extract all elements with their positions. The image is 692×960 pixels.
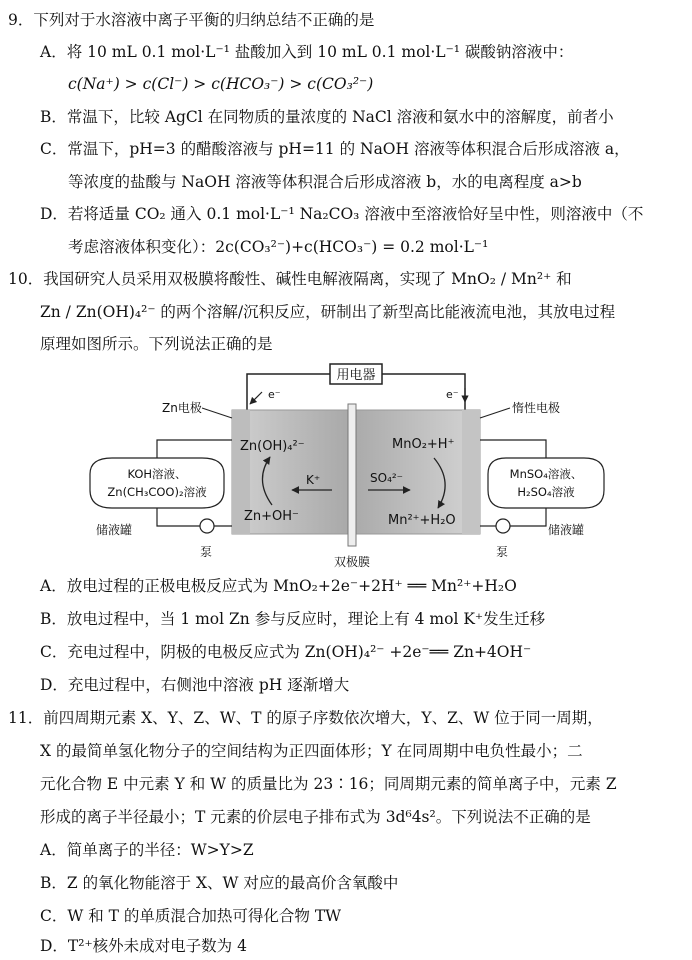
inert-electrode-pointer bbox=[480, 408, 510, 418]
electron-arrow-left bbox=[250, 392, 262, 404]
mno2-h-label: MnO₂+H⁺ bbox=[392, 437, 455, 452]
q9-option-d-cont: 考虑溶液体积变化）：2c(CO₃²⁻)+c(HCO₃⁻) = 0.2 mol·L⁻¹ bbox=[68, 238, 489, 256]
q9-option-c: C．常温下，pH=3 的醋酸溶液与 pH=11 的 NaOH 溶液等体积混合后形成溶液 a， bbox=[40, 140, 630, 158]
zincate-label: Zn(OH)₄²⁻ bbox=[240, 439, 305, 454]
q9-option-b: B．常温下，比较 AgCl 在同物质的量浓度的 NaCl 溶液和氨水中的溶解度，前者小 bbox=[40, 108, 614, 126]
q9-option-d: D．若将适量 CO₂ 通入 0.1 mol·L⁻¹ Na₂CO₃ 溶液中至溶液恰好呈中性，则溶液中（不 bbox=[40, 205, 644, 223]
q11-stem: 11．前四周期元素 X、Y、Z、W、T 的原子序数依次增大，Y、Z、W 位于同一周期， bbox=[8, 709, 603, 727]
left-pump-label: 泵 bbox=[200, 545, 213, 559]
left-tank bbox=[90, 458, 224, 508]
q11-stem-cont1: X 的最简单氢化物分子的空间结构为正四面体形；Y 在同周期中电负性最小；二 bbox=[40, 742, 583, 760]
electron-right-label: e⁻ bbox=[446, 388, 459, 401]
left-tank-solution-2: Zn(CH₃COO)₂溶液 bbox=[107, 485, 207, 499]
q9-option-a-formula: c(Na⁺) > c(Cl⁻) > c(HCO₃⁻) > c(CO₃²⁻) bbox=[68, 75, 374, 93]
q9-stem: 9．下列对于水溶液中离子平衡的归纳总结不正确的是 bbox=[8, 11, 375, 29]
q10-option-b: B．放电过程中，当 1 mol Zn 参与反应时，理论上有 4 mol K⁺发生迁移 bbox=[40, 610, 546, 628]
q9-option-c-cont: 等浓度的盐酸与 NaOH 溶液等体积混合后形成溶液 b，水的电离程度 a>b bbox=[68, 173, 582, 191]
right-pipe-top bbox=[480, 440, 546, 458]
wire-left bbox=[247, 374, 330, 410]
right-tank-label: 储液罐 bbox=[548, 523, 585, 537]
appliance-label: 用电器 bbox=[336, 368, 376, 383]
zn-electrode-label: Zn电极 bbox=[162, 401, 202, 415]
mn-h2o-label: Mn²⁺+H₂O bbox=[388, 513, 456, 528]
membrane-label: 双极膜 bbox=[333, 555, 371, 569]
inert-electrode bbox=[462, 410, 480, 534]
left-tank-solution-1: KOH溶液、 bbox=[127, 467, 187, 481]
zn-electrode-pointer bbox=[202, 408, 232, 418]
bipolar-membrane bbox=[348, 404, 356, 546]
q10-stem: 10．我国研究人员采用双极膜将酸性、碱性电解液隔离，实现了 MnO₂ / Mn²⁺ 和 bbox=[8, 270, 572, 288]
right-pipe-bottom bbox=[510, 508, 546, 526]
q10-stem-cont2: 原理如图所示。下列说法正确的是 bbox=[40, 335, 273, 353]
battery-diagram bbox=[82, 362, 614, 572]
q11-option-b: B．Z 的氧化物能溶于 X、W 对应的最高价含氧酸中 bbox=[40, 874, 399, 892]
q9-option-a: A．将 10 mL 0.1 mol·L⁻¹ 盐酸加入到 10 mL 0.1 mol·L⁻¹ 碳酸钠溶液中： bbox=[40, 43, 574, 61]
q10-option-d: D．充电过程中，右侧池中溶液 pH 逐渐增大 bbox=[40, 676, 350, 694]
right-pump-label: 泵 bbox=[496, 545, 509, 559]
electron-left-label: e⁻ bbox=[268, 388, 281, 401]
sulfate-label: SO₄²⁻ bbox=[370, 471, 404, 485]
q11-option-d: D．T²⁺核外未成对电子数为 4 bbox=[40, 937, 247, 955]
k-ion-label: K⁺ bbox=[306, 473, 321, 487]
q10-option-a: A．放电过程的正极电极反应式为 MnO₂+2e⁻+2H⁺ ══ Mn²⁺+H₂O bbox=[40, 577, 517, 595]
q11-stem-cont2: 元化合物 E 中元素 Y 和 W 的质量比为 23∶16；同周期元素的简单离子中，元素 Z bbox=[40, 775, 617, 793]
left-tank-label: 储液罐 bbox=[96, 523, 133, 537]
inert-electrode-label: 惰性电极 bbox=[512, 401, 561, 415]
left-pipe-bottom bbox=[157, 508, 200, 526]
q10-option-c: C．充电过程中，阴极的电极反应式为 Zn(OH)₄²⁻ +2e⁻══ Zn+4OH⁻ bbox=[40, 643, 532, 661]
right-pump-icon bbox=[496, 519, 510, 533]
q11-option-a: A．简单离子的半径：W>Y>Z bbox=[40, 841, 254, 859]
q11-stem-cont3: 形成的离子半径最小；T 元素的价层电子排布式为 3d⁶4s²。下列说法不正确的是 bbox=[40, 808, 591, 826]
left-pump-icon bbox=[200, 519, 214, 533]
left-pipe-top bbox=[157, 440, 232, 458]
q10-stem-cont1: Zn / Zn(OH)₄²⁻ 的两个溶解/沉积反应，研制出了新型高比能液流电池，其放电过程 bbox=[40, 303, 616, 321]
q11-option-c: C．W 和 T 的单质混合加热可得化合物 TW bbox=[40, 907, 342, 925]
zn-oh-label: Zn+OH⁻ bbox=[244, 509, 299, 524]
right-tank bbox=[488, 458, 604, 508]
right-tank-solution-1: MnSO₄溶液、 bbox=[509, 467, 583, 481]
right-tank-solution-2: H₂SO₄溶液 bbox=[517, 485, 575, 499]
